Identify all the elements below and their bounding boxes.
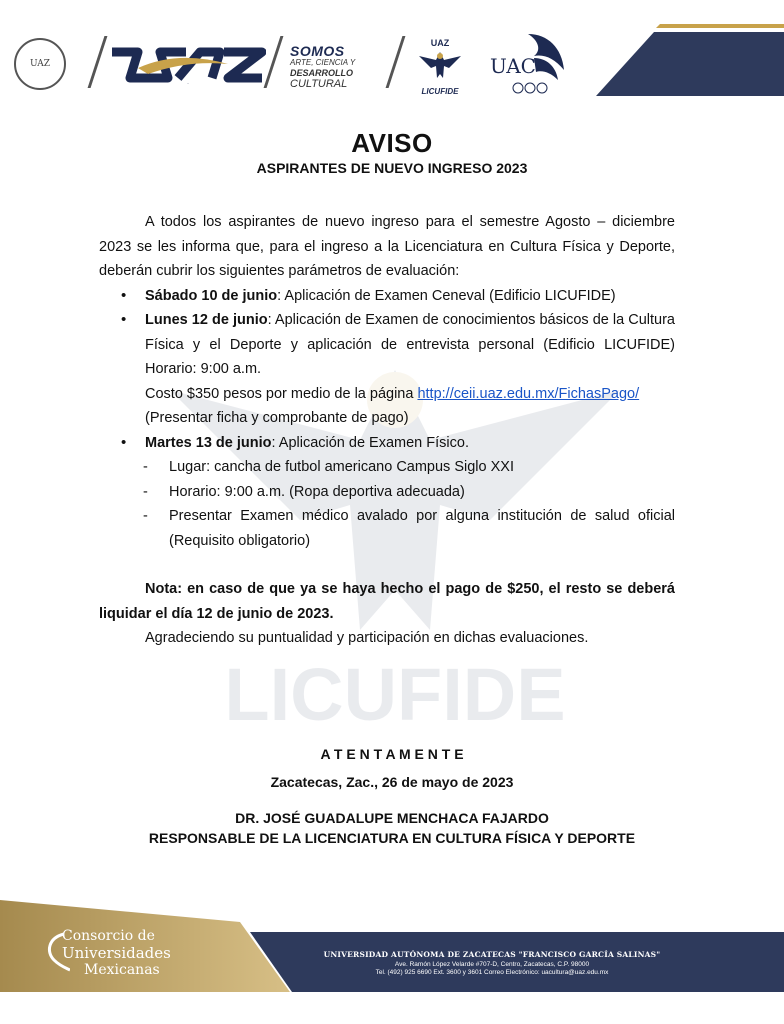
header-divider <box>386 36 406 88</box>
header-corner-decoration <box>596 24 784 96</box>
sub-list-item: - Lugar: cancha de futbol americano Campus Siglo XXI <box>99 455 675 480</box>
evaluation-list <box>99 284 675 456</box>
cost-text: Costo $350 pesos por medio de la página <box>145 385 418 402</box>
notice-body <box>99 210 675 651</box>
footer-university-info <box>300 950 684 976</box>
footer-university-name: UNIVERSIDAD AUTÓNOMA DE ZACATECAS "FRANCISCO GARCÍA SALINAS" <box>323 950 661 959</box>
licufide-logo-bottom: LICUFIDE <box>421 87 459 96</box>
footer-contact: Tel. (492) 925 6690 Ext. 3600 y 3601 Correo Electrónico: uacultura@uaz.edu.mx <box>375 969 609 976</box>
consorcio-line-2: Universidades <box>62 944 171 962</box>
item-text: : Aplicación de Examen Ceneval (Edificio LICUFIDE) <box>277 287 616 304</box>
list-item <box>99 431 675 456</box>
payment-link[interactable]: http://ceii.uaz.edu.mx/FichasPago/ <box>417 385 640 402</box>
uaz-logo <box>108 44 266 86</box>
licufide-logo <box>415 38 465 100</box>
list-item <box>99 308 675 431</box>
page-subtitle: ASPIRANTES DE NUEVO INGRESO 2023 <box>256 160 528 176</box>
item-text: : Aplicación de Examen Físico. <box>271 434 469 451</box>
item-date: Martes 13 de junio <box>145 434 272 451</box>
uac-logo <box>488 30 566 96</box>
signatory-role: RESPONSABLE DE LA LICENCIATURA EN CULTURA FÍSICA Y DEPORTE <box>148 830 636 846</box>
item-date: Sábado 10 de junio <box>145 287 278 304</box>
eagle-icon <box>417 48 463 82</box>
somos-line-3: DESARROLLO <box>290 68 353 78</box>
item-extra: (Presentar ficha y comprobante de pago) <box>145 410 409 426</box>
uaz-seal-logo <box>14 38 66 90</box>
somos-slogan <box>290 43 378 90</box>
licufide-logo-top: UAZ <box>430 38 450 48</box>
place-date: Zacatecas, Zac., 26 de mayo de 2023 <box>270 774 514 790</box>
uaz-logo-text: UAZ <box>187 84 189 85</box>
page-title: AVISO <box>351 128 433 158</box>
list-item <box>99 284 675 309</box>
uac-logo-text: UAC <box>490 54 536 78</box>
seal-text: UAZ <box>29 59 51 69</box>
payment-note: Nota: en caso de que ya se haya hecho el pago de $250, el resto se deberá liquidar el día 12 de junio de 2023. <box>99 581 675 622</box>
consorcio-line-1: Consorcio de <box>62 928 155 944</box>
closing-line: A T E N T A M E N T E <box>320 746 464 762</box>
sub-list-item: - Horario: 9:00 a.m. (Ropa deportiva adecuada) <box>99 480 675 505</box>
letterhead-header <box>0 0 784 110</box>
thanks-paragraph: Agradeciendo su puntualidad y participación en dichas evaluaciones. <box>145 630 589 646</box>
header-divider <box>264 36 284 88</box>
physical-exam-details <box>99 455 675 553</box>
somos-line-2: ARTE, CIENCIA Y <box>290 58 356 67</box>
header-divider <box>88 36 108 88</box>
somos-line-4: CULTURAL <box>290 78 348 90</box>
sub-list-item: - Presentar Examen médico avalado por alguna institución de salud oficial (Requisito obligatorio) <box>99 504 675 553</box>
watermark-text: LICUFIDE <box>224 653 566 730</box>
somos-line-1: SOMOS <box>290 43 345 59</box>
footer-address: Ave. Ramón López Velarde #707-D, Centro, Zacatecas, C.P. 98000 <box>394 961 590 968</box>
item-text: : Aplicación de Examen de conocimientos básicos de la Cultura Física y el Deporte y aplicación de entrevista personal (Edificio LICUFIDE) Horario: 9:00 a.m. <box>145 312 675 377</box>
signatory-name: DR. JOSÉ GUADALUPE MENCHACA FAJARDO <box>235 810 549 826</box>
item-date: Lunes 12 de junio <box>145 312 268 328</box>
consorcio-line-3: Mexicanas <box>84 962 160 978</box>
consorcio-logo-text <box>62 928 262 979</box>
intro-paragraph: A todos los aspirantes de nuevo ingreso para el semestre Agosto – diciembre 2023 se les informa que, para el ingreso a la Licenciatura en Cultura Física y Deporte, deberán cubrir los siguientes parámetros de evaluación: <box>99 214 675 279</box>
